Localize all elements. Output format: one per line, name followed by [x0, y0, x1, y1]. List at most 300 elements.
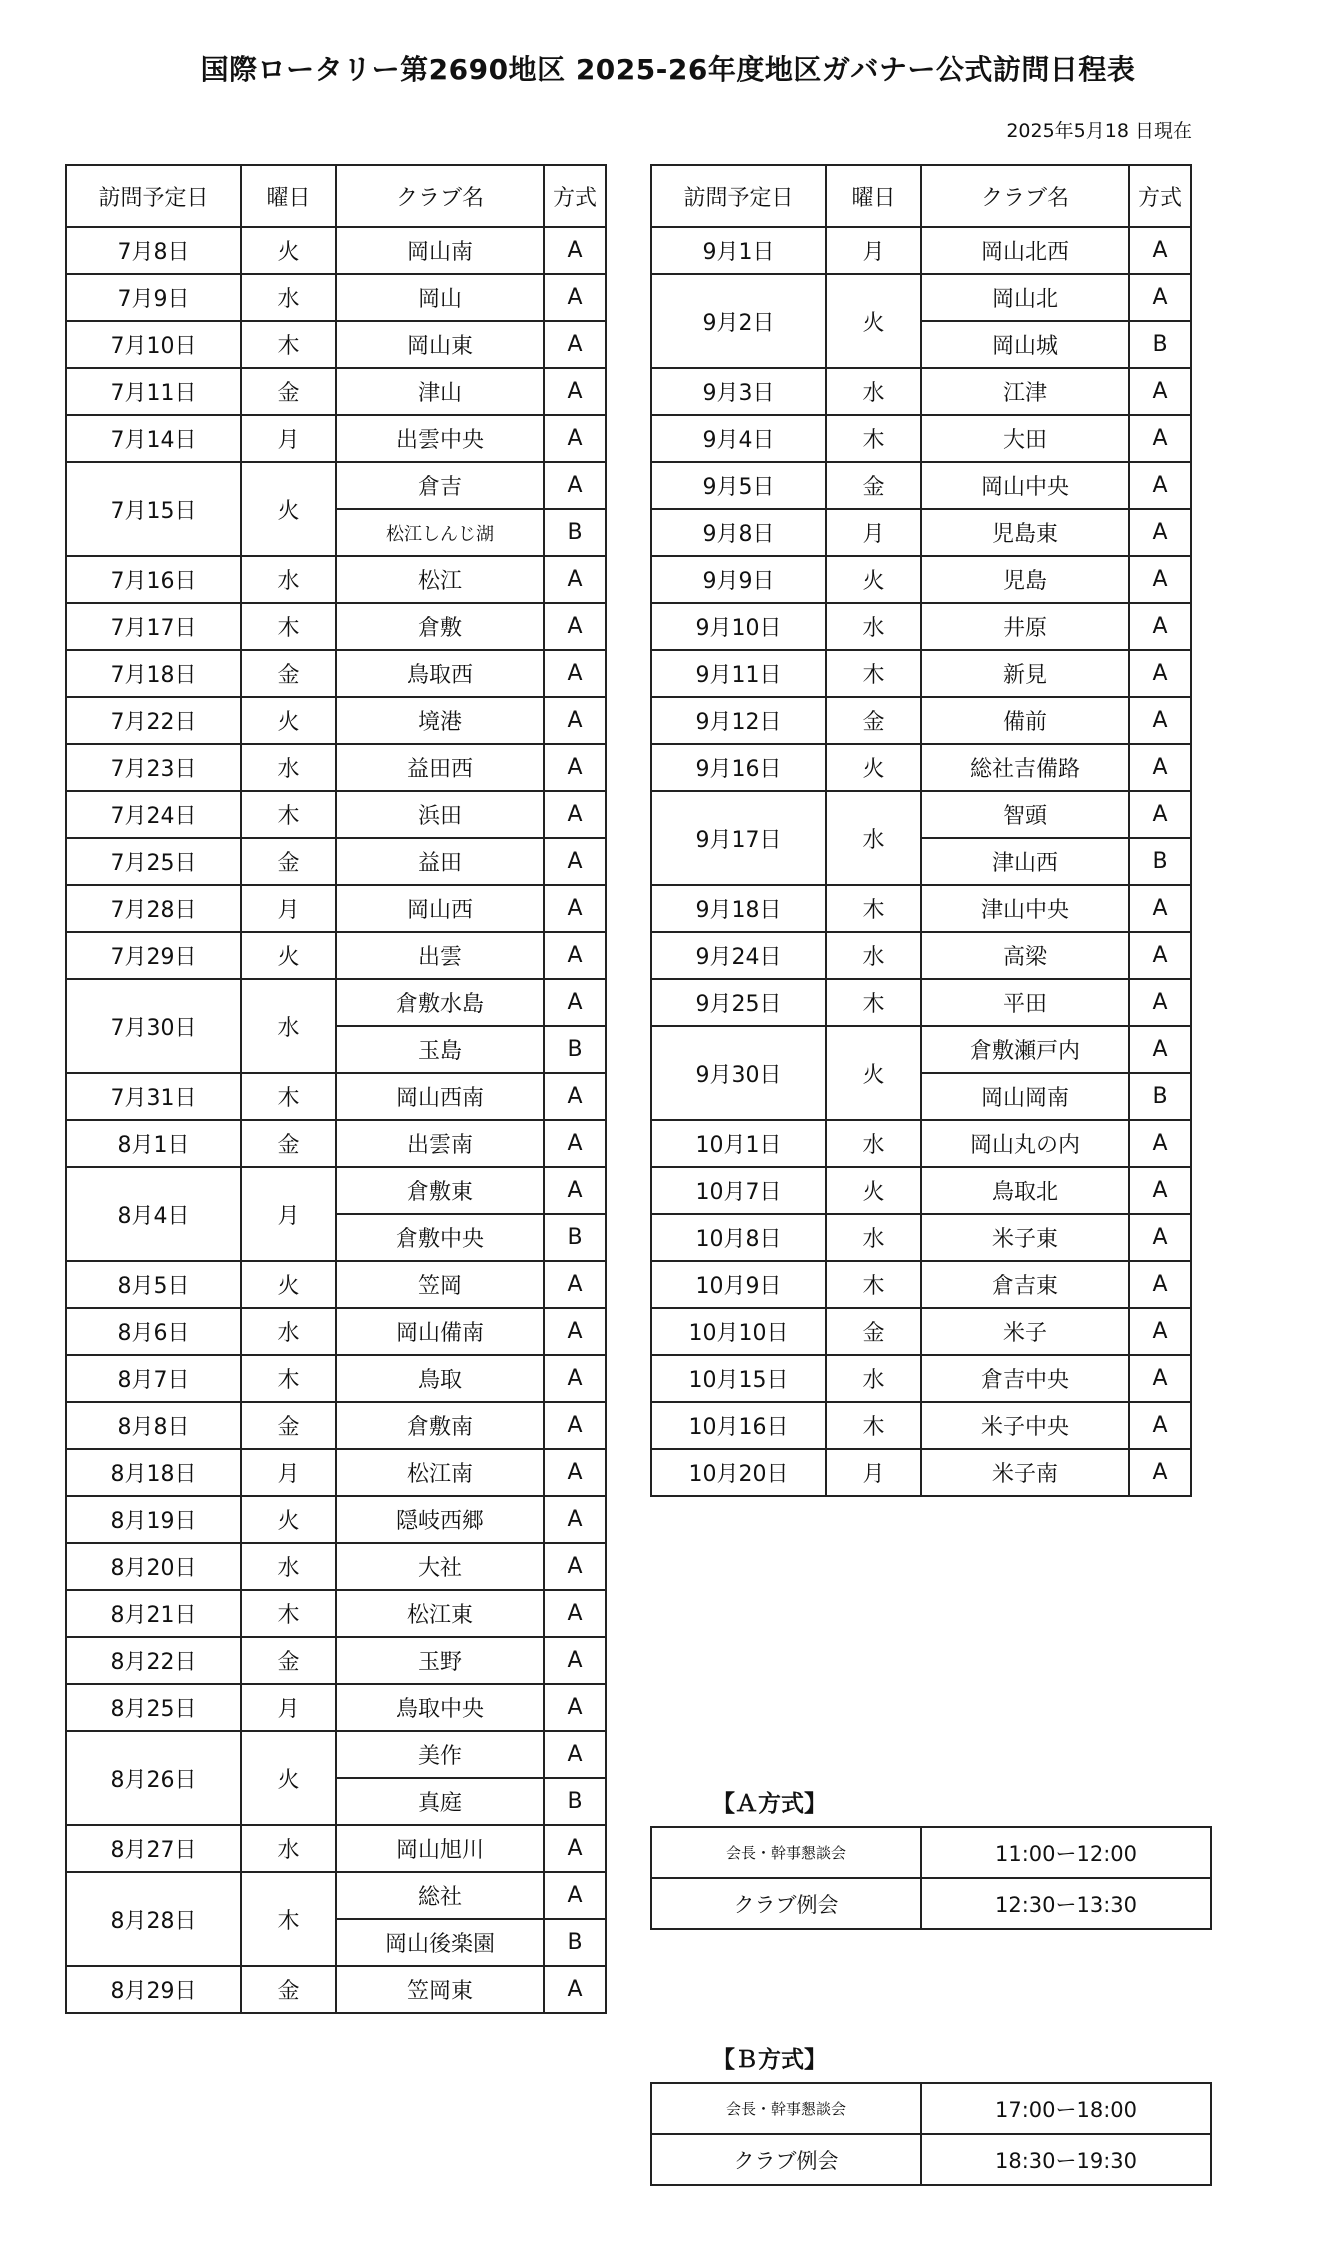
table-row — [651, 1167, 1191, 1214]
weekday: 木 — [241, 1355, 336, 1402]
club-name: 松江 — [336, 556, 544, 603]
club-name: 益田西 — [336, 744, 544, 791]
club-name: 倉吉 — [336, 462, 544, 509]
table-row — [66, 1684, 606, 1731]
visit-date: 8月25日 — [66, 1684, 241, 1731]
weekday: 木 — [241, 791, 336, 838]
visit-mode: A — [544, 1120, 606, 1167]
club-name: 備前 — [921, 697, 1129, 744]
weekday: 水 — [826, 1214, 921, 1261]
table-row — [651, 1120, 1191, 1167]
mode-b-title: 【Ｂ方式】 — [712, 2047, 827, 2073]
club-name: 岡山西南 — [336, 1073, 544, 1120]
table-row — [651, 1261, 1191, 1308]
club-name: 浜田 — [336, 791, 544, 838]
table-row — [66, 1637, 606, 1684]
visit-date: 9月2日 — [651, 274, 826, 368]
weekday: 火 — [826, 1026, 921, 1120]
weekday: 水 — [241, 274, 336, 321]
club-name: 津山中央 — [921, 885, 1129, 932]
table-row — [66, 885, 606, 932]
visit-mode: A — [1129, 885, 1191, 932]
visit-date: 8月29日 — [66, 1966, 241, 2013]
table-row — [66, 1120, 606, 1167]
visit-mode: B — [544, 1214, 606, 1261]
table-row — [651, 227, 1191, 274]
weekday: 水 — [241, 556, 336, 603]
visit-date: 7月17日 — [66, 603, 241, 650]
header-mode: 方式 — [544, 165, 606, 227]
visit-date: 7月28日 — [66, 885, 241, 932]
club-name: 岡山後楽園 — [336, 1919, 544, 1966]
mode-b-label: クラブ例会 — [651, 2134, 921, 2185]
visit-mode: A — [544, 603, 606, 650]
club-name: 倉敷 — [336, 603, 544, 650]
visit-mode: A — [544, 1261, 606, 1308]
club-name: 倉吉中央 — [921, 1355, 1129, 1402]
visit-mode: A — [544, 1308, 606, 1355]
club-name: 総社 — [336, 1872, 544, 1919]
club-name: 岡山旭川 — [336, 1825, 544, 1872]
table-row — [66, 556, 606, 603]
weekday: 金 — [241, 650, 336, 697]
club-name: 児島 — [921, 556, 1129, 603]
mode-a-title: 【Ａ方式】 — [712, 1791, 827, 1817]
visit-date: 10月16日 — [651, 1402, 826, 1449]
weekday: 金 — [241, 838, 336, 885]
weekday: 水 — [241, 744, 336, 791]
visit-date: 7月25日 — [66, 838, 241, 885]
table-row — [66, 1261, 606, 1308]
visit-date: 8月4日 — [66, 1167, 241, 1261]
club-name: 松江東 — [336, 1590, 544, 1637]
visit-mode: A — [1129, 1026, 1191, 1073]
visit-mode: A — [544, 415, 606, 462]
mode-b-time: 17:00ー18:00 — [921, 2083, 1211, 2134]
club-name: 岡山南 — [336, 227, 544, 274]
schedule-table-right — [650, 164, 1192, 1497]
header-row — [66, 165, 606, 227]
visit-mode: A — [544, 838, 606, 885]
weekday: 木 — [826, 415, 921, 462]
visit-date: 10月10日 — [651, 1308, 826, 1355]
visit-mode: A — [1129, 1261, 1191, 1308]
visit-date: 8月8日 — [66, 1402, 241, 1449]
visit-mode: A — [544, 744, 606, 791]
visit-date: 8月27日 — [66, 1825, 241, 1872]
weekday: 火 — [826, 556, 921, 603]
weekday: 月 — [241, 415, 336, 462]
table-row — [651, 509, 1191, 556]
visit-mode: A — [544, 1167, 606, 1214]
table-row — [651, 274, 1191, 321]
visit-date: 8月19日 — [66, 1496, 241, 1543]
club-name: 岡山中央 — [921, 462, 1129, 509]
table-row — [651, 1402, 1191, 1449]
visit-mode: A — [544, 1684, 606, 1731]
club-name: 井原 — [921, 603, 1129, 650]
table-row — [66, 744, 606, 791]
visit-mode: A — [544, 556, 606, 603]
weekday: 水 — [241, 1308, 336, 1355]
table-row — [651, 462, 1191, 509]
visit-date: 7月14日 — [66, 415, 241, 462]
weekday: 金 — [826, 697, 921, 744]
table-row — [651, 1026, 1191, 1073]
weekday: 金 — [826, 1308, 921, 1355]
weekday: 水 — [241, 1825, 336, 1872]
club-name: 児島東 — [921, 509, 1129, 556]
visit-date: 10月9日 — [651, 1261, 826, 1308]
mode-b-row — [651, 2134, 1211, 2185]
visit-mode: A — [1129, 227, 1191, 274]
table-row — [66, 1590, 606, 1637]
weekday: 火 — [241, 1496, 336, 1543]
club-name: 鳥取 — [336, 1355, 544, 1402]
weekday: 木 — [826, 1402, 921, 1449]
header-row — [651, 165, 1191, 227]
visit-date: 7月29日 — [66, 932, 241, 979]
visit-date: 9月9日 — [651, 556, 826, 603]
visit-mode: A — [1129, 1214, 1191, 1261]
club-name: 岡山丸の内 — [921, 1120, 1129, 1167]
weekday: 月 — [241, 1684, 336, 1731]
visit-date: 8月28日 — [66, 1872, 241, 1966]
visit-date: 9月25日 — [651, 979, 826, 1026]
visit-mode: A — [544, 791, 606, 838]
visit-mode: A — [544, 1449, 606, 1496]
header-date: 訪問予定日 — [66, 165, 241, 227]
visit-mode: B — [1129, 1073, 1191, 1120]
visit-date: 9月4日 — [651, 415, 826, 462]
weekday: 火 — [826, 1167, 921, 1214]
club-name: 江津 — [921, 368, 1129, 415]
mode-b-time: 18:30ー19:30 — [921, 2134, 1211, 2185]
table-row — [651, 697, 1191, 744]
table-row — [66, 932, 606, 979]
weekday: 金 — [241, 368, 336, 415]
visit-date: 9月8日 — [651, 509, 826, 556]
header-club: クラブ名 — [921, 165, 1129, 227]
club-name: 岡山 — [336, 274, 544, 321]
weekday: 木 — [241, 1872, 336, 1966]
weekday: 水 — [826, 791, 921, 885]
visit-mode: A — [1129, 368, 1191, 415]
weekday: 木 — [826, 885, 921, 932]
weekday: 木 — [241, 603, 336, 650]
visit-mode: A — [544, 697, 606, 744]
visit-date: 10月1日 — [651, 1120, 826, 1167]
visit-mode: A — [1129, 1167, 1191, 1214]
visit-mode: A — [1129, 509, 1191, 556]
weekday: 火 — [241, 227, 336, 274]
header-day: 曜日 — [826, 165, 921, 227]
club-name: 倉敷瀬戸内 — [921, 1026, 1129, 1073]
header-club: クラブ名 — [336, 165, 544, 227]
visit-mode: A — [544, 979, 606, 1026]
weekday: 木 — [241, 1073, 336, 1120]
club-name: 真庭 — [336, 1778, 544, 1825]
visit-mode: A — [544, 1496, 606, 1543]
table-row — [66, 791, 606, 838]
table-row — [66, 1167, 606, 1214]
visit-mode: B — [1129, 321, 1191, 368]
visit-mode: A — [1129, 603, 1191, 650]
header-mode: 方式 — [1129, 165, 1191, 227]
table-row — [66, 838, 606, 885]
club-name: 玉島 — [336, 1026, 544, 1073]
visit-mode: A — [544, 462, 606, 509]
weekday: 水 — [826, 603, 921, 650]
visit-date: 9月30日 — [651, 1026, 826, 1120]
visit-date: 7月11日 — [66, 368, 241, 415]
visit-mode: B — [1129, 838, 1191, 885]
weekday: 月 — [826, 509, 921, 556]
mode-b-row — [651, 2083, 1211, 2134]
visit-mode: A — [544, 1073, 606, 1120]
visit-date: 8月1日 — [66, 1120, 241, 1167]
visit-mode: B — [544, 509, 606, 556]
visit-date: 9月3日 — [651, 368, 826, 415]
club-name: 松江しんじ湖 — [336, 509, 544, 556]
table-row — [66, 368, 606, 415]
weekday: 水 — [826, 1120, 921, 1167]
visit-mode: A — [1129, 744, 1191, 791]
mode-a-label: クラブ例会 — [651, 1878, 921, 1929]
club-name: 岡山岡南 — [921, 1073, 1129, 1120]
weekday: 水 — [826, 932, 921, 979]
table-row — [66, 415, 606, 462]
mode-a-row — [651, 1827, 1211, 1878]
table-row — [66, 697, 606, 744]
visit-mode: A — [1129, 932, 1191, 979]
club-name: 益田 — [336, 838, 544, 885]
visit-mode: A — [544, 1637, 606, 1684]
table-row — [66, 1402, 606, 1449]
table-row — [651, 1214, 1191, 1261]
visit-mode: A — [544, 1590, 606, 1637]
club-name: 米子東 — [921, 1214, 1129, 1261]
visit-mode: A — [1129, 462, 1191, 509]
visit-mode: A — [1129, 556, 1191, 603]
visit-date: 8月22日 — [66, 1637, 241, 1684]
visit-date: 8月18日 — [66, 1449, 241, 1496]
table-row — [651, 885, 1191, 932]
table-row — [66, 1355, 606, 1402]
club-name: 出雲 — [336, 932, 544, 979]
visit-date: 10月7日 — [651, 1167, 826, 1214]
weekday: 金 — [241, 1637, 336, 1684]
visit-mode: A — [544, 1966, 606, 2013]
weekday: 火 — [241, 462, 336, 556]
table-row — [651, 932, 1191, 979]
visit-mode: B — [544, 1919, 606, 1966]
club-name: 鳥取西 — [336, 650, 544, 697]
weekday: 木 — [826, 979, 921, 1026]
club-name: 岡山西 — [336, 885, 544, 932]
table-row — [651, 979, 1191, 1026]
weekday: 火 — [241, 697, 336, 744]
weekday: 火 — [826, 744, 921, 791]
header-date: 訪問予定日 — [651, 165, 826, 227]
mode-a-table — [650, 1826, 1212, 1930]
visit-mode: A — [544, 1355, 606, 1402]
mode-a-time: 11:00ー12:00 — [921, 1827, 1211, 1878]
club-name: 岡山東 — [336, 321, 544, 368]
visit-mode: A — [1129, 415, 1191, 462]
visit-mode: A — [544, 1402, 606, 1449]
club-name: 岡山北西 — [921, 227, 1129, 274]
as-of-date: 2025年5月18 日現在 — [1006, 120, 1192, 142]
visit-date: 9月1日 — [651, 227, 826, 274]
visit-mode: A — [1129, 1449, 1191, 1496]
table-row — [651, 744, 1191, 791]
visit-mode: A — [1129, 1308, 1191, 1355]
header-day: 曜日 — [241, 165, 336, 227]
visit-date: 7月31日 — [66, 1073, 241, 1120]
club-name: 倉吉東 — [921, 1261, 1129, 1308]
weekday: 金 — [241, 1120, 336, 1167]
table-row — [66, 1731, 606, 1778]
table-row — [651, 1355, 1191, 1402]
club-name: 隠岐西郷 — [336, 1496, 544, 1543]
visit-mode: A — [1129, 979, 1191, 1026]
table-row — [66, 1449, 606, 1496]
table-row — [66, 1872, 606, 1919]
visit-mode: A — [544, 368, 606, 415]
weekday: 月 — [826, 1449, 921, 1496]
visit-date: 7月9日 — [66, 274, 241, 321]
weekday: 月 — [826, 227, 921, 274]
visit-date: 10月20日 — [651, 1449, 826, 1496]
visit-date: 8月5日 — [66, 1261, 241, 1308]
visit-mode: B — [544, 1026, 606, 1073]
table-row — [66, 1543, 606, 1590]
weekday: 木 — [241, 321, 336, 368]
visit-date: 7月8日 — [66, 227, 241, 274]
schedule-table-left — [65, 164, 607, 2014]
visit-mode: A — [544, 650, 606, 697]
club-name: 美作 — [336, 1731, 544, 1778]
weekday: 火 — [241, 1261, 336, 1308]
visit-date: 7月23日 — [66, 744, 241, 791]
visit-mode: A — [1129, 791, 1191, 838]
visit-date: 9月12日 — [651, 697, 826, 744]
visit-date: 10月8日 — [651, 1214, 826, 1261]
visit-mode: A — [544, 274, 606, 321]
club-name: 玉野 — [336, 1637, 544, 1684]
table-row — [651, 368, 1191, 415]
weekday: 金 — [241, 1402, 336, 1449]
club-name: 津山西 — [921, 838, 1129, 885]
table-row — [651, 650, 1191, 697]
visit-date: 10月15日 — [651, 1355, 826, 1402]
club-name: 出雲南 — [336, 1120, 544, 1167]
table-row — [66, 227, 606, 274]
weekday: 水 — [826, 368, 921, 415]
visit-mode: A — [544, 1731, 606, 1778]
visit-date: 7月16日 — [66, 556, 241, 603]
weekday: 金 — [241, 1966, 336, 2013]
weekday: 火 — [826, 274, 921, 368]
visit-mode: A — [544, 227, 606, 274]
club-name: 平田 — [921, 979, 1129, 1026]
club-name: 高梁 — [921, 932, 1129, 979]
table-row — [66, 1496, 606, 1543]
table-row — [66, 603, 606, 650]
mode-a-time: 12:30ー13:30 — [921, 1878, 1211, 1929]
weekday: 火 — [241, 932, 336, 979]
table-row — [66, 321, 606, 368]
visit-mode: A — [544, 1543, 606, 1590]
visit-mode: A — [1129, 1120, 1191, 1167]
visit-date: 9月16日 — [651, 744, 826, 791]
club-name: 米子中央 — [921, 1402, 1129, 1449]
visit-date: 7月10日 — [66, 321, 241, 368]
club-name: 鳥取北 — [921, 1167, 1129, 1214]
visit-date: 9月18日 — [651, 885, 826, 932]
table-row — [66, 650, 606, 697]
club-name: 倉敷東 — [336, 1167, 544, 1214]
club-name: 笠岡 — [336, 1261, 544, 1308]
visit-mode: A — [544, 321, 606, 368]
weekday: 月 — [241, 885, 336, 932]
visit-mode: B — [544, 1778, 606, 1825]
club-name: 倉敷中央 — [336, 1214, 544, 1261]
visit-date: 9月17日 — [651, 791, 826, 885]
table-row — [651, 1308, 1191, 1355]
weekday: 火 — [241, 1731, 336, 1825]
mode-b-label: 会長・幹事懇談会 — [651, 2083, 921, 2134]
visit-date: 7月18日 — [66, 650, 241, 697]
table-row — [651, 415, 1191, 462]
table-row — [66, 1966, 606, 2013]
club-name: 岡山城 — [921, 321, 1129, 368]
visit-date: 7月15日 — [66, 462, 241, 556]
club-name: 米子南 — [921, 1449, 1129, 1496]
club-name: 米子 — [921, 1308, 1129, 1355]
club-name: 岡山北 — [921, 274, 1129, 321]
weekday: 木 — [826, 650, 921, 697]
visit-mode: A — [1129, 1355, 1191, 1402]
visit-date: 9月10日 — [651, 603, 826, 650]
visit-date: 7月30日 — [66, 979, 241, 1073]
visit-mode: A — [1129, 697, 1191, 744]
visit-date: 8月6日 — [66, 1308, 241, 1355]
club-name: 岡山備南 — [336, 1308, 544, 1355]
mode-a-row — [651, 1878, 1211, 1929]
visit-mode: A — [1129, 1402, 1191, 1449]
table-row — [651, 1449, 1191, 1496]
table-row — [66, 1073, 606, 1120]
visit-mode: A — [1129, 650, 1191, 697]
club-name: 津山 — [336, 368, 544, 415]
table-row — [66, 1308, 606, 1355]
weekday: 金 — [826, 462, 921, 509]
club-name: 松江南 — [336, 1449, 544, 1496]
visit-date: 8月26日 — [66, 1731, 241, 1825]
visit-date: 9月24日 — [651, 932, 826, 979]
club-name: 倉敷水島 — [336, 979, 544, 1026]
visit-date: 8月7日 — [66, 1355, 241, 1402]
club-name: 境港 — [336, 697, 544, 744]
visit-mode: A — [1129, 274, 1191, 321]
visit-date: 7月22日 — [66, 697, 241, 744]
weekday: 木 — [241, 1590, 336, 1637]
club-name: 智頭 — [921, 791, 1129, 838]
club-name: 総社吉備路 — [921, 744, 1129, 791]
weekday: 水 — [241, 979, 336, 1073]
